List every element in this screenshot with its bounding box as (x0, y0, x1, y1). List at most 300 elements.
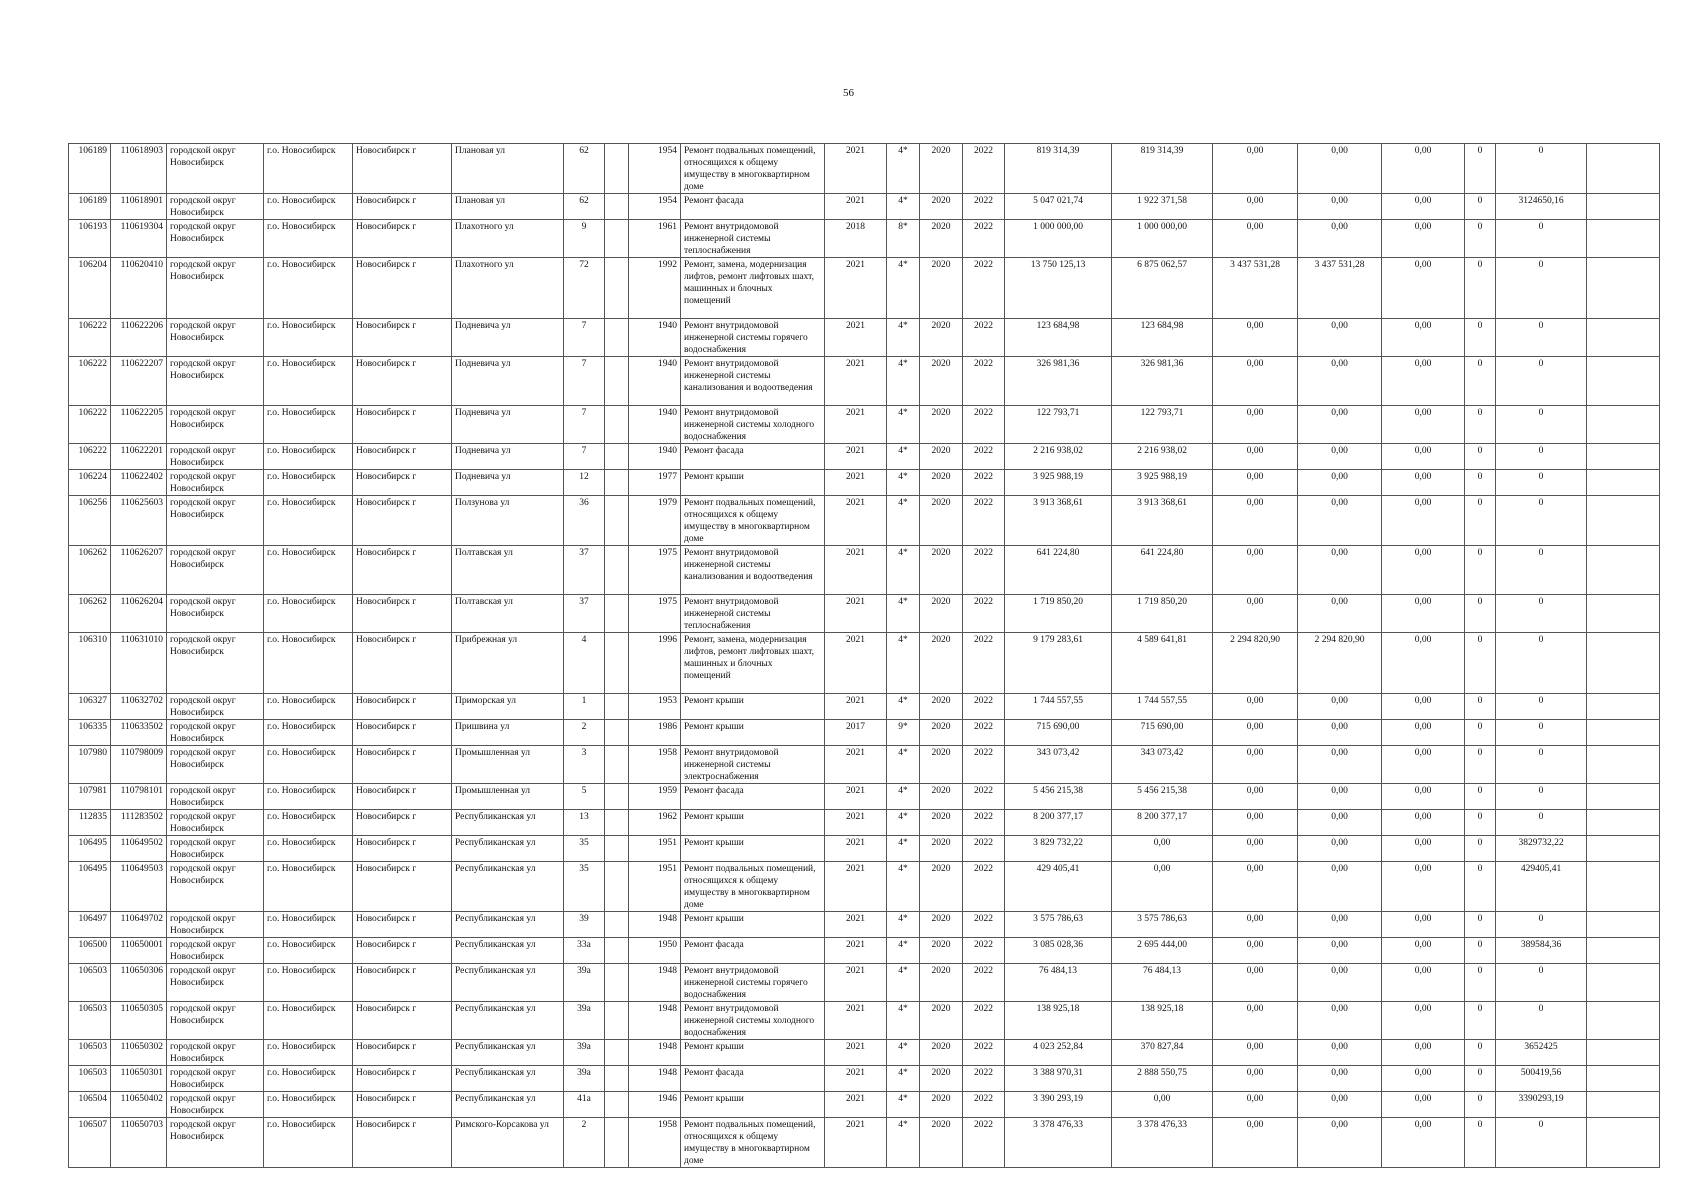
total-cost-cell: 715 690,00 (1005, 720, 1112, 746)
fund-cost-cell: 123 684,98 (1112, 319, 1213, 357)
regional-cost-cell: 0,00 (1213, 357, 1298, 406)
note-cell (1587, 964, 1660, 1002)
city-cell: Новосибирск г (353, 1002, 452, 1040)
district-cell: г.о. Новосибирск (264, 1066, 353, 1092)
city-cell: Новосибирск г (353, 938, 452, 964)
row-code-cell: 110622206 (111, 319, 167, 357)
other-cost-cell: 389584,36 (1496, 938, 1587, 964)
owners-cost-cell: 0,00 (1382, 912, 1465, 938)
regional-cost-cell: 0,00 (1213, 1118, 1298, 1168)
owners-cost-cell: 0,00 (1382, 1040, 1465, 1066)
period-from-cell: 2020 (920, 784, 963, 810)
other-count-cell: 0 (1465, 1002, 1496, 1040)
row-id-cell: 106503 (69, 1040, 111, 1066)
period-from-cell: 2020 (920, 144, 963, 194)
street-cell: Республиканская ул (452, 1002, 564, 1040)
period-from-cell: 2020 (920, 633, 963, 694)
city-cell: Новосибирск г (353, 357, 452, 406)
fund-cost-cell: 2 888 550,75 (1112, 1066, 1213, 1092)
building-cell (605, 258, 629, 319)
previous-year-cell: 2021 (825, 912, 887, 938)
period-from-cell: 2020 (920, 938, 963, 964)
table-row (69, 964, 1660, 1002)
municipality-cell: городской округ Новосибирск (167, 194, 264, 220)
other-count-cell: 0 (1465, 862, 1496, 912)
year-cell: 1992 (629, 258, 681, 319)
district-cell: г.о. Новосибирск (264, 810, 353, 836)
owners-cost-cell: 0,00 (1382, 836, 1465, 862)
work-type-cell: Ремонт фасада (681, 938, 825, 964)
other-cost-cell: 0 (1496, 470, 1587, 496)
regional-cost-cell: 0,00 (1213, 144, 1298, 194)
local-cost-cell: 2 294 820,90 (1298, 633, 1382, 694)
street-cell: Республиканская ул (452, 836, 564, 862)
work-type-cell: Ремонт крыши (681, 1040, 825, 1066)
regional-cost-cell: 0,00 (1213, 720, 1298, 746)
other-count-cell: 0 (1465, 444, 1496, 470)
period-from-cell: 2020 (920, 319, 963, 357)
district-cell: г.о. Новосибирск (264, 1118, 353, 1168)
period-to-cell: 2022 (963, 810, 1005, 836)
city-cell: Новосибирск г (353, 964, 452, 1002)
owners-cost-cell: 0,00 (1382, 194, 1465, 220)
local-cost-cell: 0,00 (1298, 319, 1382, 357)
note-cell (1587, 406, 1660, 444)
period-from-cell: 2020 (920, 694, 963, 720)
period-to-cell: 2022 (963, 694, 1005, 720)
period-from-cell: 2020 (920, 220, 963, 258)
note-cell (1587, 1092, 1660, 1118)
street-cell: Республиканская ул (452, 938, 564, 964)
district-cell: г.о. Новосибирск (264, 546, 353, 595)
other-cost-cell: 0 (1496, 1118, 1587, 1168)
building-cell (605, 694, 629, 720)
other-cost-cell: 0 (1496, 964, 1587, 1002)
row-code-cell: 110626207 (111, 546, 167, 595)
municipality-cell: городской округ Новосибирск (167, 1092, 264, 1118)
city-cell: Новосибирск г (353, 406, 452, 444)
building-cell (605, 836, 629, 862)
registry-rows (69, 144, 1660, 1168)
previous-year-cell: 2021 (825, 633, 887, 694)
city-cell: Новосибирск г (353, 720, 452, 746)
row-id-cell: 106222 (69, 444, 111, 470)
regional-cost-cell: 0,00 (1213, 595, 1298, 633)
local-cost-cell: 0,00 (1298, 964, 1382, 1002)
other-cost-cell: 0 (1496, 912, 1587, 938)
street-cell: Подневича ул (452, 319, 564, 357)
row-code-cell: 110650402 (111, 1092, 167, 1118)
regional-cost-cell: 0,00 (1213, 546, 1298, 595)
criteria-cell: 4* (887, 258, 920, 319)
municipality-cell: городской округ Новосибирск (167, 357, 264, 406)
year-cell: 1940 (629, 357, 681, 406)
street-cell: Республиканская ул (452, 1066, 564, 1092)
table-row (69, 1002, 1660, 1040)
table-row (69, 694, 1660, 720)
criteria-cell: 4* (887, 1118, 920, 1168)
other-cost-cell: 0 (1496, 496, 1587, 546)
previous-year-cell: 2021 (825, 836, 887, 862)
row-code-cell: 110622207 (111, 357, 167, 406)
table-row (69, 720, 1660, 746)
period-from-cell: 2020 (920, 1092, 963, 1118)
house-cell: 62 (564, 144, 605, 194)
period-to-cell: 2022 (963, 470, 1005, 496)
fund-cost-cell: 641 224,80 (1112, 546, 1213, 595)
work-type-cell: Ремонт крыши (681, 1092, 825, 1118)
total-cost-cell: 343 073,42 (1005, 746, 1112, 784)
table-row (69, 810, 1660, 836)
period-from-cell: 2020 (920, 1118, 963, 1168)
other-count-cell: 0 (1465, 406, 1496, 444)
note-cell (1587, 194, 1660, 220)
criteria-cell: 4* (887, 194, 920, 220)
local-cost-cell: 3 437 531,28 (1298, 258, 1382, 319)
table-row (69, 258, 1660, 319)
table-row (69, 444, 1660, 470)
district-cell: г.о. Новосибирск (264, 357, 353, 406)
regional-cost-cell: 0,00 (1213, 496, 1298, 546)
district-cell: г.о. Новосибирск (264, 406, 353, 444)
local-cost-cell: 0,00 (1298, 357, 1382, 406)
street-cell: Промышленная ул (452, 746, 564, 784)
building-cell (605, 1066, 629, 1092)
local-cost-cell: 0,00 (1298, 1066, 1382, 1092)
previous-year-cell: 2021 (825, 810, 887, 836)
period-from-cell: 2020 (920, 836, 963, 862)
work-type-cell: Ремонт внутридомовой инженерной системы канализования и водоотведения (681, 546, 825, 595)
period-to-cell: 2022 (963, 1040, 1005, 1066)
building-cell (605, 319, 629, 357)
house-cell: 33а (564, 938, 605, 964)
work-type-cell: Ремонт внутридомовой инженерной системы канализования и водоотведения (681, 357, 825, 406)
city-cell: Новосибирск г (353, 1066, 452, 1092)
owners-cost-cell: 0,00 (1382, 1092, 1465, 1118)
period-from-cell: 2020 (920, 1066, 963, 1092)
owners-cost-cell: 0,00 (1382, 444, 1465, 470)
row-id-cell: 106503 (69, 1002, 111, 1040)
year-cell: 1953 (629, 694, 681, 720)
municipality-cell: городской округ Новосибирск (167, 1066, 264, 1092)
row-code-cell: 110649503 (111, 862, 167, 912)
previous-year-cell: 2021 (825, 194, 887, 220)
previous-year-cell: 2021 (825, 1040, 887, 1066)
city-cell: Новосибирск г (353, 784, 452, 810)
other-count-cell: 0 (1465, 810, 1496, 836)
street-cell: Плахотного ул (452, 220, 564, 258)
period-from-cell: 2020 (920, 1040, 963, 1066)
note-cell (1587, 836, 1660, 862)
street-cell: Полтавская ул (452, 595, 564, 633)
period-to-cell: 2022 (963, 220, 1005, 258)
street-cell: Плановая ул (452, 144, 564, 194)
other-cost-cell: 0 (1496, 633, 1587, 694)
owners-cost-cell: 0,00 (1382, 546, 1465, 595)
work-type-cell: Ремонт крыши (681, 810, 825, 836)
other-cost-cell: 0 (1496, 357, 1587, 406)
total-cost-cell: 3 829 732,22 (1005, 836, 1112, 862)
street-cell: Пришвина ул (452, 720, 564, 746)
period-to-cell: 2022 (963, 406, 1005, 444)
local-cost-cell: 0,00 (1298, 546, 1382, 595)
period-from-cell: 2020 (920, 406, 963, 444)
regional-cost-cell: 3 437 531,28 (1213, 258, 1298, 319)
regional-cost-cell: 0,00 (1213, 1066, 1298, 1092)
total-cost-cell: 3 390 293,19 (1005, 1092, 1112, 1118)
period-from-cell: 2020 (920, 496, 963, 546)
year-cell: 1948 (629, 912, 681, 938)
work-type-cell: Ремонт, замена, модернизация лифтов, ремонт лифтовых шахт, машинных и блочных помещений (681, 633, 825, 694)
criteria-cell: 4* (887, 1066, 920, 1092)
table-row (69, 862, 1660, 912)
street-cell: Плановая ул (452, 194, 564, 220)
year-cell: 1951 (629, 836, 681, 862)
period-from-cell: 2020 (920, 546, 963, 595)
other-count-cell: 0 (1465, 694, 1496, 720)
row-code-cell: 110620410 (111, 258, 167, 319)
work-type-cell: Ремонт внутридомовой инженерной системы холодного водоснабжения (681, 1002, 825, 1040)
owners-cost-cell: 0,00 (1382, 964, 1465, 1002)
municipality-cell: городской округ Новосибирск (167, 470, 264, 496)
district-cell: г.о. Новосибирск (264, 595, 353, 633)
total-cost-cell: 3 378 476,33 (1005, 1118, 1112, 1168)
other-count-cell: 0 (1465, 1040, 1496, 1066)
year-cell: 1958 (629, 1118, 681, 1168)
table-row (69, 836, 1660, 862)
district-cell: г.о. Новосибирск (264, 912, 353, 938)
municipality-cell: городской округ Новосибирск (167, 258, 264, 319)
period-to-cell: 2022 (963, 633, 1005, 694)
row-code-cell: 110798101 (111, 784, 167, 810)
year-cell: 1954 (629, 144, 681, 194)
regional-cost-cell: 0,00 (1213, 1002, 1298, 1040)
district-cell: г.о. Новосибирск (264, 784, 353, 810)
work-type-cell: Ремонт подвальных помещений, относящихся к общему имуществу в многоквартирном доме (681, 1118, 825, 1168)
previous-year-cell: 2021 (825, 546, 887, 595)
row-id-cell: 107980 (69, 746, 111, 784)
table-row (69, 1092, 1660, 1118)
criteria-cell: 4* (887, 938, 920, 964)
table-row (69, 319, 1660, 357)
street-cell: Прибрежная ул (452, 633, 564, 694)
previous-year-cell: 2021 (825, 470, 887, 496)
house-cell: 39а (564, 1002, 605, 1040)
work-type-cell: Ремонт фасада (681, 194, 825, 220)
municipality-cell: городской округ Новосибирск (167, 546, 264, 595)
city-cell: Новосибирск г (353, 595, 452, 633)
fund-cost-cell: 8 200 377,17 (1112, 810, 1213, 836)
regional-cost-cell: 0,00 (1213, 912, 1298, 938)
total-cost-cell: 1 000 000,00 (1005, 220, 1112, 258)
municipality-cell: городской округ Новосибирск (167, 220, 264, 258)
house-cell: 36 (564, 496, 605, 546)
fund-cost-cell: 3 575 786,63 (1112, 912, 1213, 938)
total-cost-cell: 4 023 252,84 (1005, 1040, 1112, 1066)
owners-cost-cell: 0,00 (1382, 1118, 1465, 1168)
row-id-cell: 106495 (69, 862, 111, 912)
local-cost-cell: 0,00 (1298, 836, 1382, 862)
house-cell: 39а (564, 1040, 605, 1066)
owners-cost-cell: 0,00 (1382, 406, 1465, 444)
period-from-cell: 2020 (920, 357, 963, 406)
city-cell: Новосибирск г (353, 810, 452, 836)
building-cell (605, 1002, 629, 1040)
total-cost-cell: 5 456 215,38 (1005, 784, 1112, 810)
owners-cost-cell: 0,00 (1382, 810, 1465, 836)
local-cost-cell: 0,00 (1298, 444, 1382, 470)
row-id-cell: 106224 (69, 470, 111, 496)
other-cost-cell: 0 (1496, 258, 1587, 319)
municipality-cell: городской округ Новосибирск (167, 964, 264, 1002)
work-type-cell: Ремонт крыши (681, 720, 825, 746)
note-cell (1587, 258, 1660, 319)
criteria-cell: 4* (887, 406, 920, 444)
house-cell: 12 (564, 470, 605, 496)
city-cell: Новосибирск г (353, 694, 452, 720)
row-id-cell: 106204 (69, 258, 111, 319)
table-row (69, 357, 1660, 406)
period-from-cell: 2020 (920, 444, 963, 470)
year-cell: 1977 (629, 470, 681, 496)
criteria-cell: 4* (887, 964, 920, 1002)
building-cell (605, 633, 629, 694)
local-cost-cell: 0,00 (1298, 784, 1382, 810)
criteria-cell: 4* (887, 836, 920, 862)
table-row (69, 406, 1660, 444)
total-cost-cell: 13 750 125,13 (1005, 258, 1112, 319)
previous-year-cell: 2021 (825, 1002, 887, 1040)
municipality-cell: городской округ Новосибирск (167, 1118, 264, 1168)
building-cell (605, 1092, 629, 1118)
city-cell: Новосибирск г (353, 633, 452, 694)
regional-cost-cell: 0,00 (1213, 220, 1298, 258)
district-cell: г.о. Новосибирск (264, 862, 353, 912)
building-cell (605, 784, 629, 810)
street-cell: Плахотного ул (452, 258, 564, 319)
other-cost-cell: 3390293,19 (1496, 1092, 1587, 1118)
local-cost-cell: 0,00 (1298, 194, 1382, 220)
other-cost-cell: 0 (1496, 546, 1587, 595)
building-cell (605, 1040, 629, 1066)
other-count-cell: 0 (1465, 357, 1496, 406)
total-cost-cell: 122 793,71 (1005, 406, 1112, 444)
local-cost-cell: 0,00 (1298, 1040, 1382, 1066)
year-cell: 1940 (629, 444, 681, 470)
other-cost-cell: 0 (1496, 720, 1587, 746)
house-cell: 2 (564, 1118, 605, 1168)
previous-year-cell: 2021 (825, 784, 887, 810)
owners-cost-cell: 0,00 (1382, 633, 1465, 694)
row-code-cell: 110649702 (111, 912, 167, 938)
period-from-cell: 2020 (920, 964, 963, 1002)
other-count-cell: 0 (1465, 1092, 1496, 1118)
row-code-cell: 110650301 (111, 1066, 167, 1092)
row-id-cell: 106335 (69, 720, 111, 746)
period-to-cell: 2022 (963, 144, 1005, 194)
row-id-cell: 106256 (69, 496, 111, 546)
total-cost-cell: 76 484,13 (1005, 964, 1112, 1002)
district-cell: г.о. Новосибирск (264, 694, 353, 720)
owners-cost-cell: 0,00 (1382, 319, 1465, 357)
note-cell (1587, 633, 1660, 694)
work-type-cell: Ремонт подвальных помещений, относящихся к общему имуществу в многоквартирном доме (681, 862, 825, 912)
fund-cost-cell: 1 000 000,00 (1112, 220, 1213, 258)
total-cost-cell: 9 179 283,61 (1005, 633, 1112, 694)
municipality-cell: городской округ Новосибирск (167, 938, 264, 964)
local-cost-cell: 0,00 (1298, 746, 1382, 784)
building-cell (605, 720, 629, 746)
period-from-cell: 2020 (920, 194, 963, 220)
year-cell: 1954 (629, 194, 681, 220)
table-row (69, 1040, 1660, 1066)
fund-cost-cell: 3 925 988,19 (1112, 470, 1213, 496)
regional-cost-cell: 0,00 (1213, 406, 1298, 444)
note-cell (1587, 720, 1660, 746)
previous-year-cell: 2021 (825, 144, 887, 194)
fund-cost-cell: 138 925,18 (1112, 1002, 1213, 1040)
criteria-cell: 4* (887, 810, 920, 836)
house-cell: 72 (564, 258, 605, 319)
street-cell: Подневича ул (452, 470, 564, 496)
regional-cost-cell: 0,00 (1213, 1092, 1298, 1118)
row-id-cell: 106262 (69, 595, 111, 633)
fund-cost-cell: 3 378 476,33 (1112, 1118, 1213, 1168)
other-count-cell: 0 (1465, 220, 1496, 258)
year-cell: 1948 (629, 1066, 681, 1092)
note-cell (1587, 938, 1660, 964)
other-cost-cell: 500419,56 (1496, 1066, 1587, 1092)
local-cost-cell: 0,00 (1298, 1002, 1382, 1040)
municipality-cell: городской округ Новосибирск (167, 406, 264, 444)
row-id-cell: 106222 (69, 319, 111, 357)
note-cell (1587, 1118, 1660, 1168)
work-type-cell: Ремонт внутридомовой инженерной системы теплоснабжения (681, 595, 825, 633)
year-cell: 1940 (629, 406, 681, 444)
other-count-cell: 0 (1465, 595, 1496, 633)
other-cost-cell: 0 (1496, 220, 1587, 258)
other-count-cell: 0 (1465, 258, 1496, 319)
municipality-cell: городской округ Новосибирск (167, 1002, 264, 1040)
row-code-cell: 110633502 (111, 720, 167, 746)
other-cost-cell: 3124650,16 (1496, 194, 1587, 220)
row-code-cell: 110650306 (111, 964, 167, 1002)
row-id-cell: 106500 (69, 938, 111, 964)
row-code-cell: 110626204 (111, 595, 167, 633)
year-cell: 1959 (629, 784, 681, 810)
row-code-cell: 110650703 (111, 1118, 167, 1168)
page-number: 56 (843, 87, 854, 99)
row-id-cell: 106262 (69, 546, 111, 595)
total-cost-cell: 3 575 786,63 (1005, 912, 1112, 938)
local-cost-cell: 0,00 (1298, 1118, 1382, 1168)
period-to-cell: 2022 (963, 444, 1005, 470)
city-cell: Новосибирск г (353, 862, 452, 912)
building-cell (605, 194, 629, 220)
other-count-cell: 0 (1465, 546, 1496, 595)
work-type-cell: Ремонт подвальных помещений, относящихся к общему имуществу в многоквартирном доме (681, 496, 825, 546)
building-cell (605, 862, 629, 912)
year-cell: 1946 (629, 1092, 681, 1118)
district-cell: г.о. Новосибирск (264, 194, 353, 220)
district-cell: г.о. Новосибирск (264, 220, 353, 258)
row-code-cell: 110618903 (111, 144, 167, 194)
regional-cost-cell: 0,00 (1213, 964, 1298, 1002)
previous-year-cell: 2021 (825, 319, 887, 357)
municipality-cell: городской округ Новосибирск (167, 836, 264, 862)
note-cell (1587, 319, 1660, 357)
owners-cost-cell: 0,00 (1382, 258, 1465, 319)
